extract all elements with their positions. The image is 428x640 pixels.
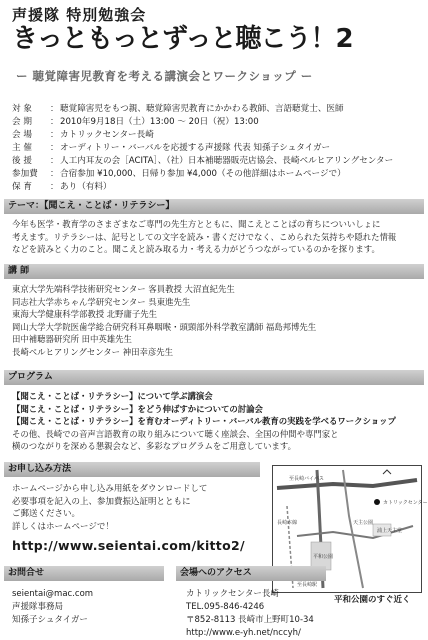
apply-heading: お申し込み方法 bbox=[4, 462, 260, 477]
contact-line: 声援隊事務局 bbox=[12, 602, 64, 612]
program-item: 【聞こえ・ことば・リテラシー】をどう伸ばすかについての討論会 bbox=[12, 403, 263, 414]
apply-line: 必要事項を記入の上、参加費振込証明とともに bbox=[12, 496, 191, 507]
info-row: 対 象 ： 聴覚障害児をもつ親、聴覚障害児教育にかかわる教師、言語聴覚士、医師 bbox=[12, 104, 344, 114]
apply-line: ホームページから申し込み用紙をダウンロードして bbox=[12, 484, 208, 494]
info-value: オーディトリー・バーバルを応援する声援隊 代表 知孫子シュタイガー bbox=[60, 143, 331, 153]
info-row: 参加費 ： 合宿参加 ¥10,000、日帰り参加 ¥4,000（その他詳細はホームページで） bbox=[12, 169, 346, 179]
apply-url-link[interactable]: http://www.seientai.com/kitto2/ bbox=[12, 538, 245, 553]
program-desc: 横のつながりを深める懇親会など、多彩なプログラムをご用意しています。 bbox=[12, 441, 296, 451]
info-value: カトリックセンター長崎 bbox=[60, 130, 154, 140]
map-label: 至長崎バイパス bbox=[289, 476, 324, 482]
info-row: 保 育 ： あり（有料） bbox=[12, 182, 112, 192]
lecturer-item: 東京大学先端科学技術研究センター 客員教授 大沼直紀先生 bbox=[12, 284, 235, 294]
main-title: きっともっとずっと聴こう！2 bbox=[12, 24, 353, 54]
access-heading: 会場へのアクセス bbox=[176, 566, 326, 581]
venue-marker-icon bbox=[374, 499, 380, 505]
access-line: 〒852-8113 長崎市上野町10-34 bbox=[186, 615, 314, 625]
program-heading: プログラム bbox=[4, 370, 424, 385]
lecturer-item: 東海大学健康科学部教授 北野庸子先生 bbox=[12, 309, 158, 319]
event-info bbox=[12, 103, 420, 194]
info-value: 2010年9月18日（土）13:00 ～ 20日（祝）13:00 bbox=[60, 117, 259, 127]
map-label: 長崎本線 bbox=[277, 520, 298, 526]
lecturer-item: 岡山大学大学院医歯学総合研究科耳鼻咽喉・頭頸部外科学教室講師 福島邦博先生 bbox=[12, 321, 317, 332]
apply-text bbox=[12, 483, 208, 533]
program-list bbox=[12, 390, 420, 453]
lecturer-item: 田中補聴器研究所 田中英雄先生 bbox=[12, 334, 132, 344]
info-key: 会 期 bbox=[12, 117, 32, 127]
map-label: 至長崎駅 bbox=[297, 582, 318, 588]
info-value: 聴覚障害児をもつ親、聴覚障害児教育にかかわる教師、言語聴覚士、医師 bbox=[60, 104, 344, 114]
subtitle: ー 聴覚障害児教育を考える講演会とワークショップ ー bbox=[16, 69, 313, 83]
info-value: 人工内耳友の会［ACITA］、（社）日本補聴器販売店協会、長崎ベルヒアリングセンター bbox=[60, 156, 394, 166]
apply-line: ご郵送ください。 bbox=[12, 509, 81, 519]
info-key: 会 場 bbox=[12, 130, 32, 140]
theme-text bbox=[12, 218, 420, 256]
info-row: 後 援 ： 人工内耳友の会［ACITA］、（社）日本補聴器販売店協会、長崎ベルヒアリングセンター bbox=[12, 156, 394, 166]
info-row: 主 催 ： オーディトリー・バーバルを応援する声援隊 代表 知孫子シュタイガー bbox=[12, 143, 331, 153]
map-label: 平和公園 bbox=[313, 554, 334, 560]
info-value: 合宿参加 ¥10,000、日帰り参加 ¥4,000（その他詳細はホームページで） bbox=[60, 169, 346, 179]
info-key: 保 育 bbox=[12, 182, 32, 192]
contact-heading: お問合せ bbox=[4, 566, 164, 581]
info-row: 会 場 ： カトリックセンター長崎 bbox=[12, 130, 154, 140]
theme-line: などを読みとく力のこと。聞こえと読み取る力・考える力がどうつながっているのかを探ります。 bbox=[12, 244, 380, 254]
map-label: 浦上天主堂 bbox=[377, 528, 403, 534]
access-url-link[interactable]: http://www.e-yh.net/nccyh/ bbox=[186, 628, 301, 638]
lecturer-item: 長崎ベルヒアリングセンター 神田幸彦先生 bbox=[12, 346, 173, 357]
info-key: 主 催 bbox=[12, 143, 32, 153]
theme-line: 今年も医学・教育学のさまざまなご専門の先生方とともに、聞こえとことばの育ちについいしょに bbox=[12, 219, 381, 229]
theme-heading: テーマ：【聞こえ・ことば・リテラシー】 bbox=[4, 199, 424, 214]
map-caption: 平和公園のすぐ近く bbox=[334, 595, 411, 605]
access-line: カトリックセンター長崎 bbox=[186, 589, 279, 599]
contact-info bbox=[12, 588, 172, 627]
apply-line: 詳しくはホームページで！ bbox=[12, 521, 114, 532]
theme-line: 考えます。リテラシーは、記号としての文字を読み・書くだけでなく、こめられた気持ちや隠れた情報 bbox=[12, 231, 397, 242]
map-label: 天主公園 bbox=[353, 520, 374, 526]
pre-title: 声援隊 特別勉強会 bbox=[12, 6, 147, 24]
info-key: 参加費 bbox=[12, 169, 38, 179]
program-item: 【聞こえ・ことば・リテラシー】を育むオーディトリー・バーバル教育の実践を学べるワークショップ bbox=[12, 416, 396, 426]
info-row: 会 期 ： 2010年9月18日（土）13:00 ～ 20日（祝）13:00 bbox=[12, 117, 259, 127]
program-item: 【聞こえ・ことば・リテラシー】について学ぶ講演会 bbox=[12, 391, 213, 401]
access-info bbox=[186, 588, 346, 640]
program-desc: その他、長崎での音声言語教育の取り組みについて聴く座談会、全国の仲間や専門家と bbox=[12, 428, 339, 439]
info-value: あり（有料） bbox=[60, 182, 112, 192]
lecturers-list bbox=[12, 283, 420, 358]
contact-line: 知孫子シュタイガー bbox=[12, 615, 88, 625]
map-label: カトリックセンター bbox=[383, 500, 428, 506]
info-key: 後 援 bbox=[12, 156, 32, 166]
lecturer-item: 同志社大学赤ちゃん学研究センター 呉東進先生 bbox=[12, 296, 191, 307]
contact-email-link[interactable]: seientai@mac.com bbox=[12, 589, 94, 599]
info-key: 対 象 bbox=[12, 104, 32, 114]
lecturers-heading: 講 師 bbox=[4, 264, 424, 279]
access-line: TEL.095-846-4246 bbox=[186, 602, 265, 612]
